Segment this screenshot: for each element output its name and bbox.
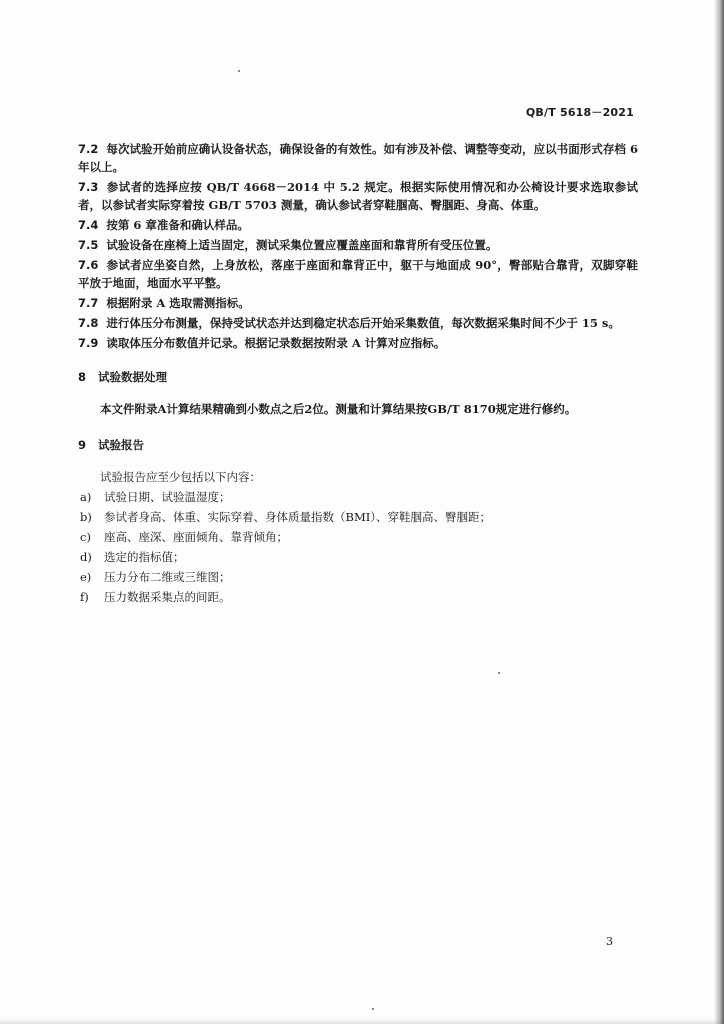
list-item xyxy=(78,568,638,586)
list-item-text: 参试者身高、体重、实际穿着、身体质量指数（BMI）、穿鞋腘高、臀腘距； xyxy=(104,510,492,524)
list-item-label: e) xyxy=(80,570,92,584)
list-item xyxy=(78,588,638,606)
clause-7-6 xyxy=(78,256,638,292)
clause-7-8 xyxy=(78,314,638,332)
section-title: 试验报告 xyxy=(98,438,144,452)
list-item-text: 压力分布二维或三维图； xyxy=(104,570,231,584)
section-8-paragraph: 本文件附录A计算结果精确到小数点之后2位。测量和计算结果按GB/T 8170规定进行修约。 xyxy=(100,402,577,416)
report-item-list xyxy=(78,488,638,606)
clause-text: 根据附录 A 选取需测指标。 xyxy=(106,296,250,310)
list-item-text: 选定的指标值； xyxy=(104,550,185,564)
list-item xyxy=(78,528,638,546)
clause-list xyxy=(78,140,638,352)
section-8-heading xyxy=(78,368,638,386)
clause-7-4 xyxy=(78,216,638,234)
list-item xyxy=(78,488,638,506)
standard-code-header: QB/T 5618－2021 xyxy=(525,106,634,119)
list-item xyxy=(78,548,638,566)
section-number: 8 xyxy=(78,370,87,384)
section-9-heading xyxy=(78,436,638,454)
scan-speck xyxy=(372,1008,374,1010)
clause-number: 7.8 xyxy=(78,316,99,330)
section-title: 试验数据处理 xyxy=(98,370,167,384)
clause-7-3 xyxy=(78,178,638,214)
list-item xyxy=(78,508,638,526)
document-body xyxy=(78,140,638,608)
scan-bottom-shadow xyxy=(0,1018,724,1024)
clause-number: 7.4 xyxy=(78,218,99,232)
list-item-label: a) xyxy=(80,490,92,504)
clause-text: 试验设备在座椅上适当固定，测试采集位置应覆盖座面和靠背所有受压位置。 xyxy=(106,238,498,252)
list-item-label: f) xyxy=(80,590,89,604)
clause-number: 7.7 xyxy=(78,296,99,310)
scan-speck xyxy=(498,672,500,674)
clause-number: 7.2 xyxy=(78,142,99,156)
clause-number: 7.5 xyxy=(78,238,99,252)
clause-text: 每次试验开始前应确认设备状态，确保设备的有效性。如有涉及补偿、调整等变动，应以书面形式存档 6 年以上。 xyxy=(78,142,638,174)
list-item-label: c) xyxy=(80,530,91,544)
scan-edge-shadow xyxy=(714,0,724,1024)
list-item-label: b) xyxy=(80,510,92,524)
section-9-intro: 试验报告应至少包括以下内容： xyxy=(100,470,261,484)
clause-7-2 xyxy=(78,140,638,176)
list-item-text: 试验日期、试验温湿度； xyxy=(104,490,231,504)
clause-text: 参试者应坐姿自然，上身放松，落座于座面和靠背正中，躯干与地面成 90°，臀部贴合靠背，双脚穿鞋平放于地面，地面水平平整。 xyxy=(78,258,638,290)
list-item-text: 座高、座深、座面倾角、靠背倾角； xyxy=(104,530,288,544)
clause-7-5 xyxy=(78,236,638,254)
clause-number: 7.6 xyxy=(78,258,99,272)
clause-text: 按第 6 章准备和确认样品。 xyxy=(106,218,249,232)
scan-speck xyxy=(238,70,240,72)
list-item-text: 压力数据采集点的间距。 xyxy=(104,590,231,604)
clause-7-9 xyxy=(78,334,638,352)
list-item-label: d) xyxy=(80,550,92,564)
section-number: 9 xyxy=(78,438,87,452)
clause-number: 7.3 xyxy=(78,180,99,194)
page-number: 3 xyxy=(606,935,613,948)
clause-text: 参试者的选择应按 QB/T 4668－2014 中 5.2 规定。根据实际使用情况和办公椅设计要求选取参试者，以参试者实际穿着按 GB/T 5703 测量，确认参试者穿鞋腘高、臀腘距、身高、体重。 xyxy=(78,180,638,212)
clause-text: 进行体压分布测量，保持受试状态并达到稳定状态后开始采集数值，每次数据采集时间不少于 15 s。 xyxy=(106,316,620,330)
clause-7-7 xyxy=(78,294,638,312)
clause-number: 7.9 xyxy=(78,336,99,350)
clause-text: 读取体压分布数值并记录。根据记录数据按附录 A 计算对应指标。 xyxy=(106,336,446,350)
